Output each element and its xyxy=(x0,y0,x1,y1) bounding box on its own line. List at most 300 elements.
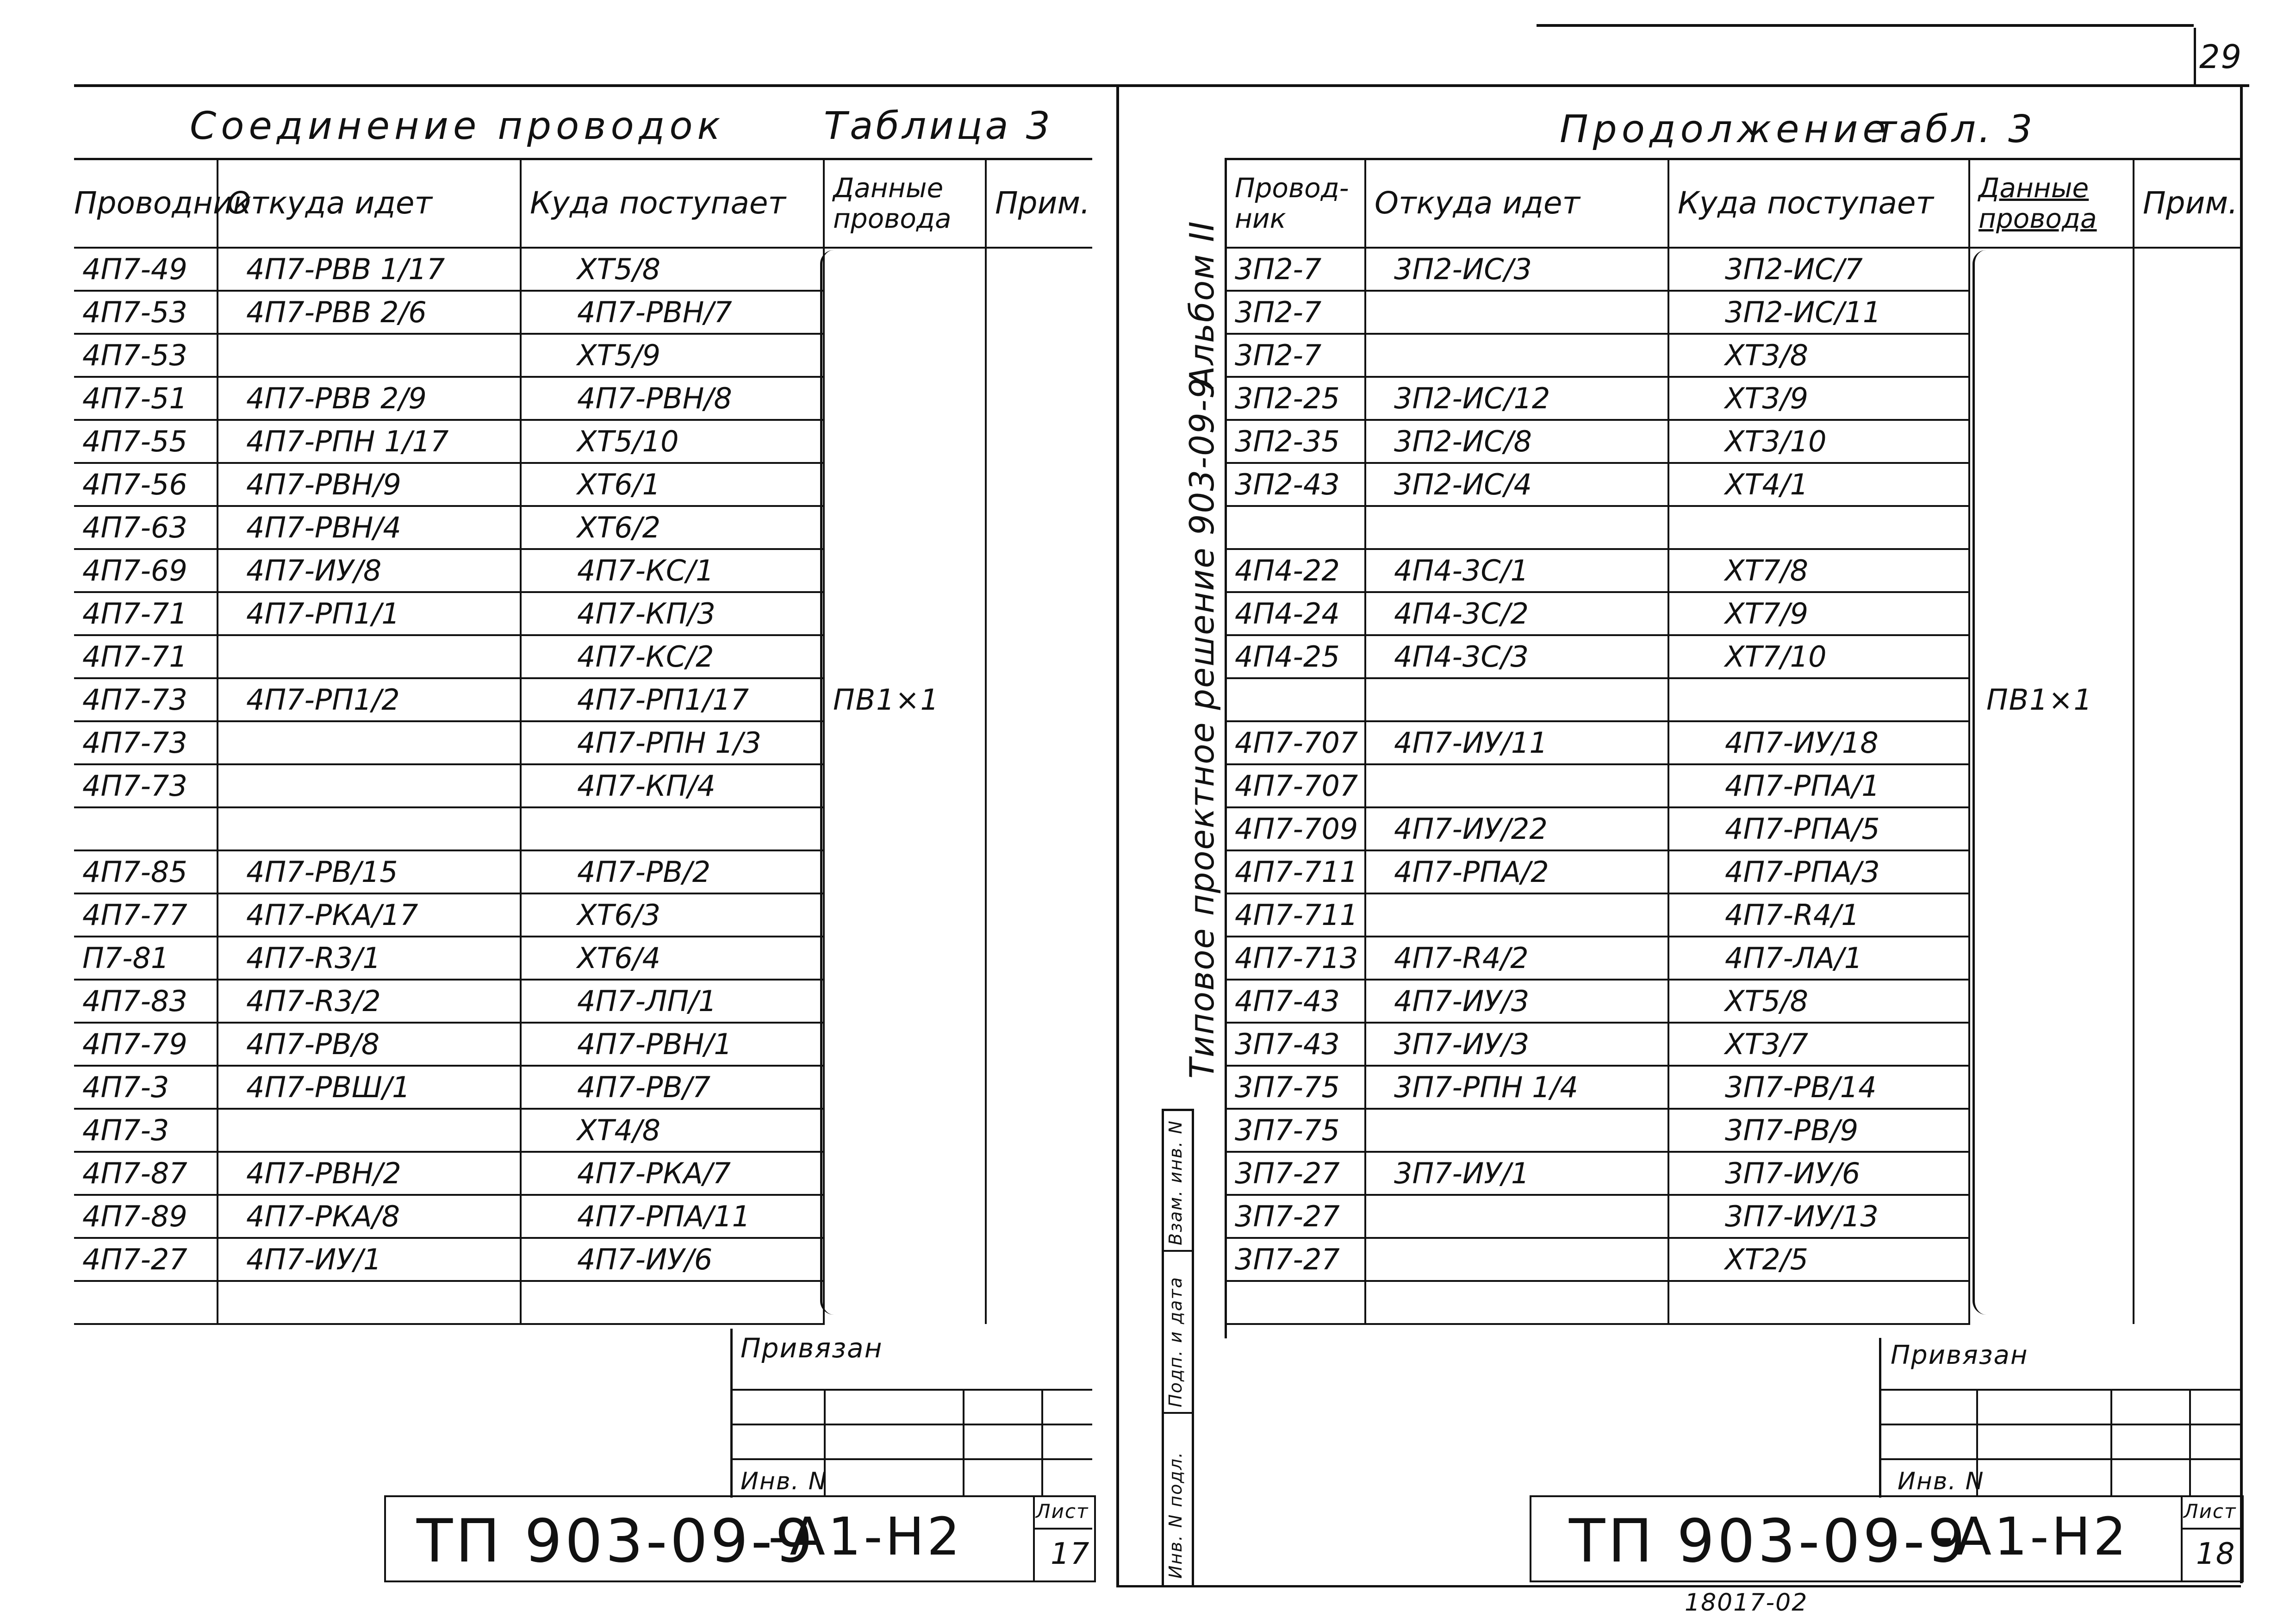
wire-data-cell xyxy=(824,1023,986,1066)
table-row xyxy=(1226,807,2240,850)
left-sheet-hline xyxy=(1034,1528,1092,1530)
table-row xyxy=(74,721,1092,764)
conductor-cell: 3П2-25 xyxy=(1226,377,1365,420)
note-cell xyxy=(2134,893,2240,937)
to-cell xyxy=(521,1281,824,1324)
from-cell: 4П7-R4/2 xyxy=(1365,937,1668,980)
conductor-cell xyxy=(74,1281,218,1324)
right-table-left-line xyxy=(1225,158,1227,1338)
left-wire-brace xyxy=(820,250,836,1315)
wire-data-cell xyxy=(1969,1152,2134,1195)
stamp-vzam-inv: Взам. инв. N xyxy=(1165,1120,1186,1245)
left-stamp-vline xyxy=(730,1329,733,1498)
left-privyazan: Привязан xyxy=(740,1332,883,1364)
note-cell xyxy=(2134,291,2240,334)
note-cell xyxy=(986,635,1092,678)
note-cell xyxy=(986,980,1092,1023)
note-cell xyxy=(986,1152,1092,1195)
right-stamp-h2 xyxy=(1880,1424,2241,1425)
conductor-cell: 4П7-713 xyxy=(1226,937,1365,980)
strip-box-sep1 xyxy=(1162,1250,1194,1252)
right-sheet-divider xyxy=(2181,1495,2183,1580)
to-cell: ХТ3/7 xyxy=(1668,1023,1969,1066)
from-cell: 3П7-РПН 1/4 xyxy=(1365,1066,1668,1109)
conductor-cell: 3П7-43 xyxy=(1226,1023,1365,1066)
from-cell xyxy=(1365,1109,1668,1152)
table-row xyxy=(1226,463,2240,506)
frame-right-line xyxy=(2240,86,2243,1583)
from-cell: 4П7-РП1/1 xyxy=(218,592,521,635)
to-cell: ХТ3/8 xyxy=(1668,334,1969,377)
wire-data-cell xyxy=(1969,549,2134,592)
table-row xyxy=(1226,549,2240,592)
frame-top-line xyxy=(74,84,2249,87)
wire-data-cell xyxy=(824,764,986,807)
table-row xyxy=(74,592,1092,635)
wire-data-cell xyxy=(824,893,986,937)
right-stamp-h3 xyxy=(1880,1458,2241,1460)
wire-data-cell xyxy=(824,1195,986,1238)
to-cell: ХТ4/1 xyxy=(1668,463,1969,506)
right-stamp-v3 xyxy=(2189,1389,2191,1495)
wire-data-cell xyxy=(1969,980,2134,1023)
note-cell xyxy=(986,1238,1092,1281)
from-cell xyxy=(1365,678,1668,721)
table-row xyxy=(1226,850,2240,893)
conductor-cell: 4П7-69 xyxy=(74,549,218,592)
note-cell xyxy=(2134,463,2240,506)
wire-data-cell xyxy=(1969,1066,2134,1109)
wire-data-cell xyxy=(824,721,986,764)
to-cell: 4П7-РПА/5 xyxy=(1668,807,1969,850)
note-cell xyxy=(2134,721,2240,764)
conductor-cell: 4П7-709 xyxy=(1226,807,1365,850)
conductor-cell: 4П7-3 xyxy=(74,1109,218,1152)
table-row xyxy=(74,377,1092,420)
right-table-label: табл. 3 xyxy=(1874,107,2035,151)
note-cell xyxy=(986,1023,1092,1066)
conductor-cell: 4П7-89 xyxy=(74,1195,218,1238)
table-row xyxy=(1226,506,2240,549)
strip-box-sep2 xyxy=(1162,1412,1194,1414)
wire-data-cell xyxy=(1969,1281,2134,1324)
from-cell: 4П7-ИУ/22 xyxy=(1365,807,1668,850)
from-cell: 4П7-РВ/15 xyxy=(218,850,521,893)
conductor-cell: П7-81 xyxy=(74,937,218,980)
from-cell: 4П7-ИУ/3 xyxy=(1365,980,1668,1023)
from-cell: 4П7-РВ/8 xyxy=(218,1023,521,1066)
right-sheet-hline xyxy=(2182,1528,2240,1530)
wire-data-cell xyxy=(824,980,986,1023)
right-cipher: ТП 903-09-9 xyxy=(1569,1507,1968,1576)
to-cell: ХТ6/2 xyxy=(521,506,824,549)
note-cell xyxy=(986,377,1092,420)
conductor-cell: 4П7-43 xyxy=(1226,980,1365,1023)
strip-box-top xyxy=(1162,1109,1194,1111)
conductor-cell: 3П7-75 xyxy=(1226,1109,1365,1152)
to-cell: 4П7-РВН/8 xyxy=(521,377,824,420)
to-cell: ХТ3/9 xyxy=(1668,377,1969,420)
to-cell xyxy=(1668,1281,1969,1324)
left-stamp-h2 xyxy=(731,1424,1092,1425)
from-cell xyxy=(1365,893,1668,937)
conductor-cell: 4П7-87 xyxy=(74,1152,218,1195)
table-row xyxy=(1226,937,2240,980)
to-cell: ХТ7/10 xyxy=(1668,635,1969,678)
note-cell xyxy=(986,721,1092,764)
from-cell: 4П7-РВШ/1 xyxy=(218,1066,521,1109)
to-cell: ХТ6/3 xyxy=(521,893,824,937)
table-row xyxy=(74,850,1092,893)
wire-data-cell xyxy=(824,1109,986,1152)
note-cell xyxy=(986,1281,1092,1324)
to-cell: ХТ2/5 xyxy=(1668,1238,1969,1281)
table-row xyxy=(1226,1152,2240,1195)
conductor-cell: 4П7-63 xyxy=(74,506,218,549)
wire-data-cell xyxy=(824,291,986,334)
from-cell: 4П7-ИУ/1 xyxy=(218,1238,521,1281)
note-cell xyxy=(2134,1195,2240,1238)
note-cell xyxy=(2134,420,2240,463)
to-cell: 3П7-ИУ/6 xyxy=(1668,1152,1969,1195)
table-row xyxy=(74,291,1092,334)
table-row xyxy=(74,980,1092,1023)
table-row xyxy=(74,1023,1092,1066)
conductor-cell xyxy=(74,807,218,850)
to-cell: ХТ4/8 xyxy=(521,1109,824,1152)
from-cell: 3П7-ИУ/1 xyxy=(1365,1152,1668,1195)
left-connection-table xyxy=(74,160,1092,1325)
table-row xyxy=(1226,1066,2240,1109)
wire-data-cell xyxy=(1969,1109,2134,1152)
wire-data-cell xyxy=(1969,1023,2134,1066)
conductor-cell: 4П7-79 xyxy=(74,1023,218,1066)
right-header-conductor: Провод-ник xyxy=(1226,160,1365,248)
conductor-cell: 4П7-71 xyxy=(74,592,218,635)
strip-box-left xyxy=(1162,1109,1164,1586)
from-cell: 4П7-РВВ 2/9 xyxy=(218,377,521,420)
right-connection-table xyxy=(1226,160,2240,1325)
table-row xyxy=(74,678,1092,721)
wire-data-cell xyxy=(824,1281,986,1324)
to-cell: ХТ7/8 xyxy=(1668,549,1969,592)
wire-data-cell xyxy=(824,549,986,592)
left-wire-data: ПВ1×1 xyxy=(833,683,940,717)
note-cell xyxy=(2134,1109,2240,1152)
note-cell xyxy=(2134,980,2240,1023)
from-cell: 3П7-ИУ/3 xyxy=(1365,1023,1668,1066)
conductor-cell: 4П4-22 xyxy=(1226,549,1365,592)
from-cell xyxy=(1365,1238,1668,1281)
note-cell xyxy=(986,678,1092,721)
conductor-cell: 4П7-53 xyxy=(74,334,218,377)
from-cell: 3П2-ИС/12 xyxy=(1365,377,1668,420)
note-cell xyxy=(986,334,1092,377)
note-cell xyxy=(986,549,1092,592)
to-cell: 4П7-ИУ/18 xyxy=(1668,721,1969,764)
table-row xyxy=(1226,980,2240,1023)
table-row xyxy=(74,334,1092,377)
to-cell xyxy=(1668,678,1969,721)
conductor-cell: 4П7-51 xyxy=(74,377,218,420)
conductor-cell: 4П4-24 xyxy=(1226,592,1365,635)
to-cell: 4П7-РП1/17 xyxy=(521,678,824,721)
table-row xyxy=(1226,1238,2240,1281)
to-cell: 4П7-РПА/11 xyxy=(521,1195,824,1238)
conductor-cell: 4П7-711 xyxy=(1226,893,1365,937)
right-title: Продолжение xyxy=(1560,107,1891,151)
conductor-cell: 4П7-56 xyxy=(74,463,218,506)
conductor-cell: 4П7-55 xyxy=(74,420,218,463)
table-row xyxy=(74,1066,1092,1109)
to-cell xyxy=(1668,506,1969,549)
left-header-from: Откуда идет xyxy=(218,160,521,248)
strip-box-right xyxy=(1192,1109,1194,1586)
left-sheet-number: 17 xyxy=(1051,1537,1090,1571)
right-wire-data: ПВ1×1 xyxy=(1986,683,2093,717)
note-cell xyxy=(986,592,1092,635)
note-cell xyxy=(986,248,1092,291)
table-row xyxy=(1226,1023,2240,1066)
from-cell: 4П7-ИУ/11 xyxy=(1365,721,1668,764)
conductor-cell: 4П7-3 xyxy=(74,1066,218,1109)
right-sheet-label: Лист xyxy=(2184,1500,2237,1523)
conductor-cell: 4П7-707 xyxy=(1226,764,1365,807)
left-cipher: ТП 903-09-9 xyxy=(417,1507,816,1576)
left-inv-label: Инв. N xyxy=(740,1468,828,1495)
left-stamp-v2 xyxy=(963,1389,964,1495)
from-cell: 4П7-R3/1 xyxy=(218,937,521,980)
note-cell xyxy=(986,893,1092,937)
from-cell: 3П2-ИС/3 xyxy=(1365,248,1668,291)
table-row xyxy=(74,463,1092,506)
to-cell: ХТ7/9 xyxy=(1668,592,1969,635)
note-cell xyxy=(2134,549,2240,592)
conductor-cell: 4П7-711 xyxy=(1226,850,1365,893)
wire-data-cell xyxy=(824,850,986,893)
center-divider-line xyxy=(1116,86,1119,1586)
left-table-top-line xyxy=(74,158,1092,160)
bottom-code: 18017-02 xyxy=(1685,1589,1808,1617)
from-cell: 4П7-РП1/2 xyxy=(218,678,521,721)
from-cell: 4П4-3С/3 xyxy=(1365,635,1668,678)
wire-data-cell xyxy=(1969,291,2134,334)
table-row xyxy=(1226,764,2240,807)
conductor-cell xyxy=(1226,506,1365,549)
conductor-cell: 4П7-85 xyxy=(74,850,218,893)
note-cell xyxy=(2134,1066,2240,1109)
note-cell xyxy=(2134,248,2240,291)
wire-data-cell xyxy=(1969,334,2134,377)
note-cell xyxy=(2134,635,2240,678)
from-cell xyxy=(218,721,521,764)
right-stamp-vline xyxy=(1879,1338,1881,1498)
note-cell xyxy=(2134,1281,2240,1324)
to-cell: 4П7-ЛА/1 xyxy=(1668,937,1969,980)
table-row xyxy=(1226,592,2240,635)
conductor-cell: 3П7-27 xyxy=(1226,1238,1365,1281)
table-row xyxy=(1226,1195,2240,1238)
table-row xyxy=(74,1195,1092,1238)
table-row xyxy=(74,807,1092,850)
wire-data-cell xyxy=(824,1066,986,1109)
right-header-note: Прим. xyxy=(2134,160,2240,248)
to-cell: 4П7-РКА/7 xyxy=(521,1152,824,1195)
to-cell: ХТ5/10 xyxy=(521,420,824,463)
note-cell xyxy=(2134,1238,2240,1281)
table-row xyxy=(74,764,1092,807)
from-cell xyxy=(218,1281,521,1324)
to-cell: 3П7-ИУ/13 xyxy=(1668,1195,1969,1238)
conductor-cell: 3П2-7 xyxy=(1226,334,1365,377)
left-title: Соединение проводок xyxy=(190,104,725,148)
right-header-from: Откуда идет xyxy=(1365,160,1668,248)
wire-data-cell xyxy=(824,377,986,420)
to-cell: ХТ5/9 xyxy=(521,334,824,377)
stamp-podp-data: Подп. и дата xyxy=(1165,1276,1186,1407)
from-cell: 4П7-РВН/4 xyxy=(218,506,521,549)
right-privyazan: Привязан xyxy=(1891,1340,2028,1370)
conductor-cell: 3П7-75 xyxy=(1226,1066,1365,1109)
right-header-to: Куда поступает xyxy=(1668,160,1969,248)
left-header-note: Прим. xyxy=(986,160,1092,248)
to-cell: ХТ3/10 xyxy=(1668,420,1969,463)
to-cell: ХТ6/4 xyxy=(521,937,824,980)
from-cell: 3П2-ИС/8 xyxy=(1365,420,1668,463)
to-cell xyxy=(521,807,824,850)
wire-data-cell xyxy=(1969,850,2134,893)
note-cell xyxy=(986,291,1092,334)
left-sheet-divider xyxy=(1033,1495,1035,1580)
from-cell xyxy=(1365,1281,1668,1324)
table-row xyxy=(74,1281,1092,1324)
from-cell: 4П7-РВН/2 xyxy=(218,1152,521,1195)
table-row xyxy=(74,635,1092,678)
note-cell xyxy=(2134,1152,2240,1195)
from-cell xyxy=(1365,334,1668,377)
table-row xyxy=(1226,721,2240,764)
to-cell: 4П7-РПН 1/3 xyxy=(521,721,824,764)
wire-data-cell xyxy=(1969,937,2134,980)
note-cell xyxy=(986,1195,1092,1238)
table-row xyxy=(1226,893,2240,937)
from-cell: 3П2-ИС/4 xyxy=(1365,463,1668,506)
page-number-box-left xyxy=(2194,28,2196,86)
to-cell: ХТ5/8 xyxy=(521,248,824,291)
table-row xyxy=(74,506,1092,549)
conductor-cell: 4П7-71 xyxy=(74,635,218,678)
to-cell: 4П7-РВН/7 xyxy=(521,291,824,334)
conductor-cell: 4П7-73 xyxy=(74,721,218,764)
right-sheet-number: 18 xyxy=(2196,1537,2236,1571)
to-cell: 4П7-РВ/2 xyxy=(521,850,824,893)
from-cell xyxy=(218,334,521,377)
table-row xyxy=(1226,248,2240,291)
table-row xyxy=(1226,420,2240,463)
from-cell xyxy=(218,764,521,807)
conductor-cell xyxy=(1226,1281,1365,1324)
from-cell: 4П7-R3/2 xyxy=(218,980,521,1023)
conductor-cell: 3П2-43 xyxy=(1226,463,1365,506)
wire-data-cell xyxy=(824,1152,986,1195)
right-stamp-v2 xyxy=(2110,1389,2112,1495)
conductor-cell: 4П7-73 xyxy=(74,764,218,807)
to-cell: 4П7-R4/1 xyxy=(1668,893,1969,937)
table-row xyxy=(1226,377,2240,420)
to-cell: 4П7-КС/2 xyxy=(521,635,824,678)
right-wire-brace xyxy=(1972,250,1989,1315)
right-stamp-h1 xyxy=(1880,1389,2241,1391)
conductor-cell xyxy=(1226,678,1365,721)
note-cell xyxy=(2134,764,2240,807)
left-stamp-h3 xyxy=(731,1458,1092,1460)
note-cell xyxy=(2134,592,2240,635)
to-cell: 4П7-РПА/3 xyxy=(1668,850,1969,893)
table-row xyxy=(1226,291,2240,334)
wire-data-cell xyxy=(1969,248,2134,291)
to-cell: 3П7-РВ/9 xyxy=(1668,1109,1969,1152)
to-cell: 4П7-КС/1 xyxy=(521,549,824,592)
conductor-cell: 3П2-7 xyxy=(1226,248,1365,291)
to-cell: 3П2-ИС/11 xyxy=(1668,291,1969,334)
wire-data-cell xyxy=(824,1238,986,1281)
note-cell xyxy=(2134,850,2240,893)
wire-data-cell xyxy=(1969,377,2134,420)
wire-data-cell xyxy=(1969,721,2134,764)
conductor-cell: 4П4-25 xyxy=(1226,635,1365,678)
to-cell: 4П7-РПА/1 xyxy=(1668,764,1969,807)
wire-data-cell xyxy=(1969,506,2134,549)
table-row xyxy=(74,420,1092,463)
wire-data-cell xyxy=(1969,463,2134,506)
wire-data-cell xyxy=(1969,635,2134,678)
table-row xyxy=(74,937,1092,980)
wire-data-cell xyxy=(824,807,986,850)
wire-data-cell xyxy=(824,635,986,678)
note-cell xyxy=(2134,506,2240,549)
table-row xyxy=(74,1238,1092,1281)
album-label: Альбом II xyxy=(1182,220,1221,389)
conductor-cell: 4П7-707 xyxy=(1226,721,1365,764)
note-cell xyxy=(2134,334,2240,377)
wire-data-cell xyxy=(1969,807,2134,850)
note-cell xyxy=(2134,807,2240,850)
table-row xyxy=(1226,334,2240,377)
conductor-cell: 3П2-7 xyxy=(1226,291,1365,334)
table-row xyxy=(1226,635,2240,678)
from-cell xyxy=(218,1109,521,1152)
conductor-cell: 4П7-27 xyxy=(74,1238,218,1281)
to-cell: 4П7-ИУ/6 xyxy=(521,1238,824,1281)
wire-data-cell xyxy=(1969,1195,2134,1238)
table-row xyxy=(74,248,1092,291)
from-cell: 4П7-РВВ 1/17 xyxy=(218,248,521,291)
wire-data-cell xyxy=(1969,592,2134,635)
from-cell: 4П7-РПА/2 xyxy=(1365,850,1668,893)
table-row xyxy=(74,549,1092,592)
from-cell xyxy=(1365,506,1668,549)
wire-data-cell xyxy=(824,592,986,635)
from-cell xyxy=(1365,1195,1668,1238)
wire-data-cell xyxy=(824,463,986,506)
left-sheet-label: Лист xyxy=(1036,1500,1089,1523)
from-cell xyxy=(218,635,521,678)
from-cell: 4П7-РВН/9 xyxy=(218,463,521,506)
from-cell: 4П7-РПН 1/17 xyxy=(218,420,521,463)
table-row xyxy=(74,1109,1092,1152)
to-cell: ХТ6/1 xyxy=(521,463,824,506)
left-header-conductor: Проводник xyxy=(74,160,218,248)
